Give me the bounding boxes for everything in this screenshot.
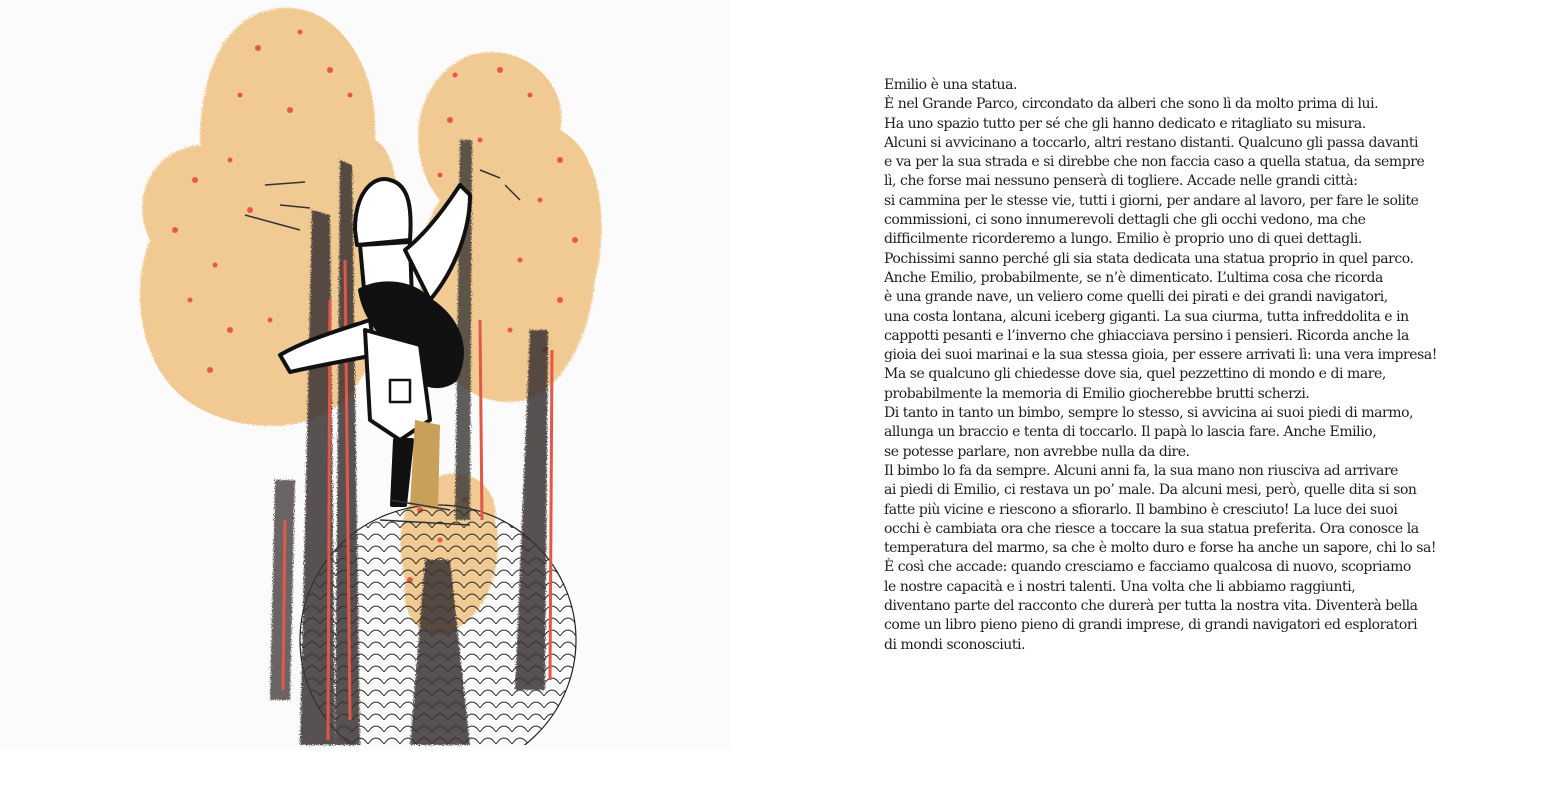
text-line: è una grande nave, un veliero come quelli dei pirati e dei grandi navigatori, <box>884 289 1388 306</box>
text-line: allunga un braccio e tenta di toccarlo. Il papà lo lascia fare. Anche Emilio, <box>884 424 1377 441</box>
text-line: e va per la sua strada e si direbbe che non faccia caso a quella statua, da sempre <box>884 154 1425 171</box>
text-page <box>806 0 1565 750</box>
text-line: se potesse parlare, non avrebbe nulla da dire. <box>884 443 1190 460</box>
text-line: di mondi sconosciuti. <box>884 636 1026 653</box>
text-line: diventano parte del racconto che durerà per tutta la nostra vita. Diventerà bella <box>884 598 1418 615</box>
text-line: Pochissimi sanno perché gli sia stata dedicata una statua proprio in quel parco. <box>884 250 1414 267</box>
text-line: gioia dei suoi marinai e la sua stessa gioia, per essere arrivati lì: una vera impresa! <box>884 347 1437 364</box>
text-line: come un libro pieno pieno di grandi imprese, di grandi navigatori ed esploratori <box>884 617 1418 634</box>
text-line: Il bimbo lo fa da sempre. Alcuni anni fa, la sua mano non riusciva ad arrivare <box>884 462 1399 479</box>
text-line: commissioni, ci sono innumerevoli dettagli che gli occhi vedono, ma che <box>884 212 1366 229</box>
text-line: si cammina per le stesse vie, tutti i giorni, per andare al lavoro, per fare le solite <box>884 192 1419 209</box>
story-text <box>884 76 1484 655</box>
text-line: Anche Emilio, probabilmente, se n’è dimenticato. L’ultima cosa che ricorda <box>884 269 1383 286</box>
text-line: probabilmente la memoria di Emilio giocherebbe brutti scherzi. <box>884 385 1310 402</box>
text-line: una costa lontana, alcuni iceberg giganti. La sua ciurma, tutta infreddolita e in <box>884 308 1409 325</box>
text-line: difficilmente ricorderemo a lungo. Emilio è proprio uno di quei dettagli. <box>884 231 1362 248</box>
text-line: ai piedi di Emilio, ci restava un po’ male. Da alcuni mesi, però, quelle dita si son <box>884 482 1417 499</box>
text-line: fatte più vicine e riescono a sfiorarlo. Il bambino è cresciuto! La luce dei suoi <box>884 501 1398 518</box>
text-line: occhi è cambiata ora che riesce a toccare la sua statua preferita. Ora conosce la <box>884 520 1419 537</box>
text-line: Di tanto in tanto un bimbo, sempre lo stesso, si avvicina ai suoi piedi di marmo, <box>884 405 1414 422</box>
text-line: Ha uno spazio tutto per sé che gli hanno dedicato e ritagliato su misura. <box>884 115 1366 132</box>
text-line: È così che accade: quando cresciamo e facciamo qualcosa di nuovo, scopriamo <box>884 559 1411 576</box>
text-line: le nostre capacità e i nostri talenti. Una volta che li abbiamo raggiunti, <box>884 578 1356 595</box>
illustration-page <box>0 0 730 750</box>
text-line: lì, che forse mai nessuno penserà di togliere. Accade nelle grandi città: <box>884 173 1358 190</box>
text-line: cappotti pesanti e l’inverno che ghiacciava persino i pensieri. Ricorda anche la <box>884 327 1409 344</box>
text-line: Emilio è una statua. <box>884 77 1017 93</box>
text-line: Alcuni si avvicinano a toccarlo, altri restano distanti. Qualcuno gli passa davanti <box>884 134 1419 151</box>
text-line: temperatura del marmo, sa che è molto duro e forse ha anche un sapore, chi lo sa! <box>884 540 1437 557</box>
text-line: Ma se qualcuno gli chiedesse dove sia, quel pezzettino di mondo e di mare, <box>884 366 1386 383</box>
statue-among-trees-illustration <box>0 0 730 750</box>
text-line: È nel Grande Parco, circondato da alberi che sono lì da molto prima di lui. <box>884 96 1379 113</box>
